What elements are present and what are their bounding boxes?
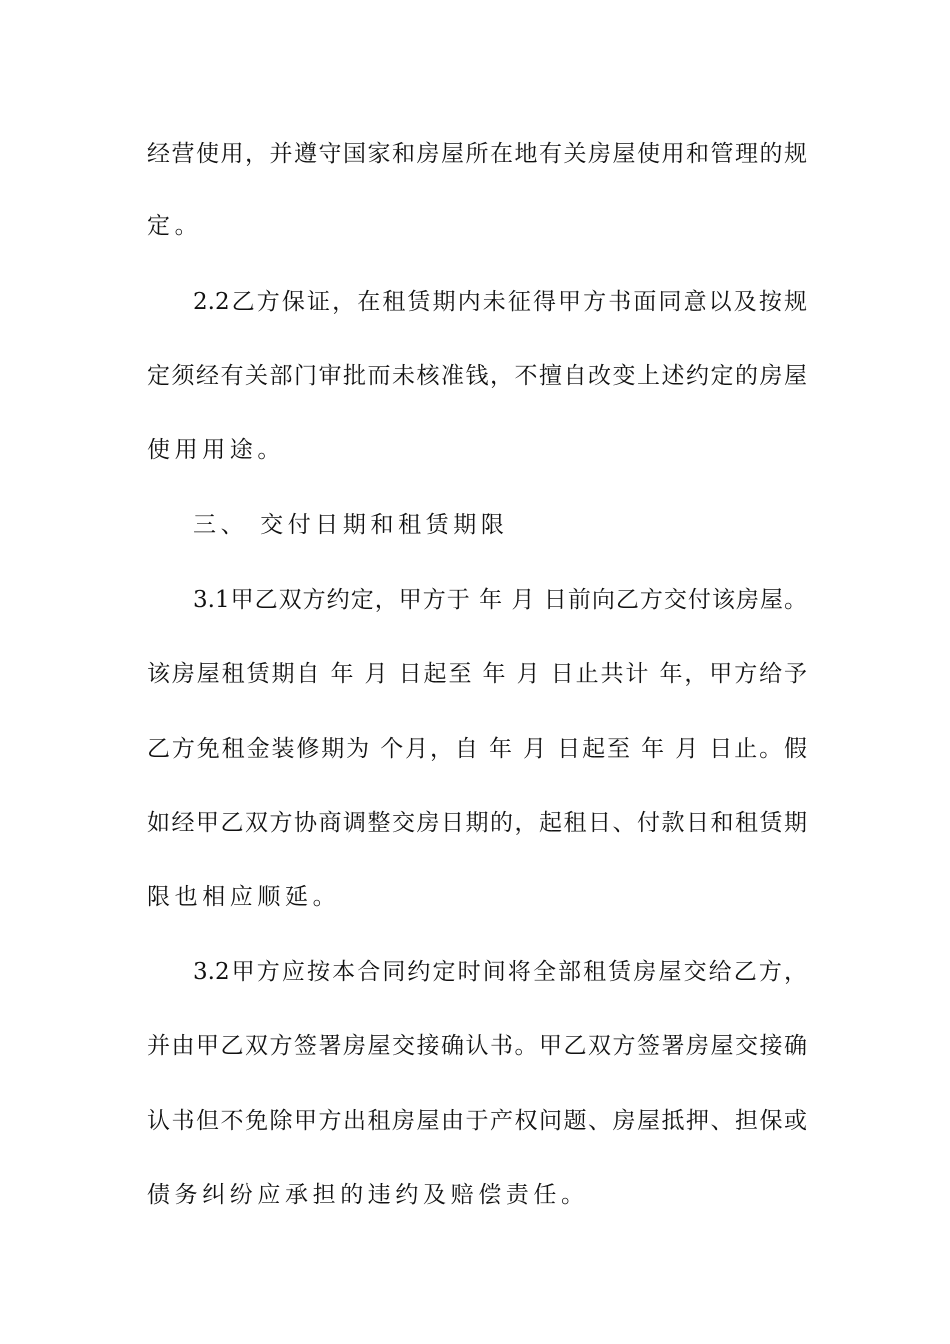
clause-2-2-line: 2.2乙方保证，在租赁期内未征得甲方书面同意以及按规 bbox=[193, 289, 807, 315]
paragraph-line: 乙方免租金装修期为 个月，自 年 月 日起至 年 月 日止。假 bbox=[147, 736, 807, 762]
paragraph-line: 定须经有关部门审批而未核准钱，不擅自改变上述约定的房屋 bbox=[147, 363, 807, 389]
paragraph-line: 认书但不免除甲方出租房屋由于产权问题、房屋抵押、担保或 bbox=[147, 1108, 807, 1134]
paragraph-line: 债务纠纷应承担的违约及赔偿责任。 bbox=[147, 1182, 589, 1208]
paragraph-line: 并由甲乙双方签署房屋交接确认书。甲乙双方签署房屋交接确 bbox=[147, 1033, 807, 1059]
paragraph-line: 定。 bbox=[147, 213, 203, 239]
section-heading: 三、 交付日期和租赁期限 bbox=[193, 512, 509, 538]
paragraph-line: 该房屋租赁期自 年 月 日起至 年 月 日止共计 年，甲方给予 bbox=[147, 661, 807, 687]
paragraph-line: 经营使用，并遵守国家和房屋所在地有关房屋使用和管理的规 bbox=[147, 141, 807, 167]
clause-3-1-line: 3.1甲乙双方约定，甲方于 年 月 日前向乙方交付该房屋。 bbox=[193, 587, 807, 613]
paragraph-line: 如经甲乙双方协商调整交房日期的，起租日、付款日和租赁期 bbox=[147, 810, 807, 836]
clause-3-2-line: 3.2甲方应按本合同约定时间将全部租赁房屋交给乙方， bbox=[193, 959, 807, 985]
paragraph-line: 使用用途。 bbox=[147, 437, 285, 463]
paragraph-line: 限也相应顺延。 bbox=[147, 884, 341, 910]
